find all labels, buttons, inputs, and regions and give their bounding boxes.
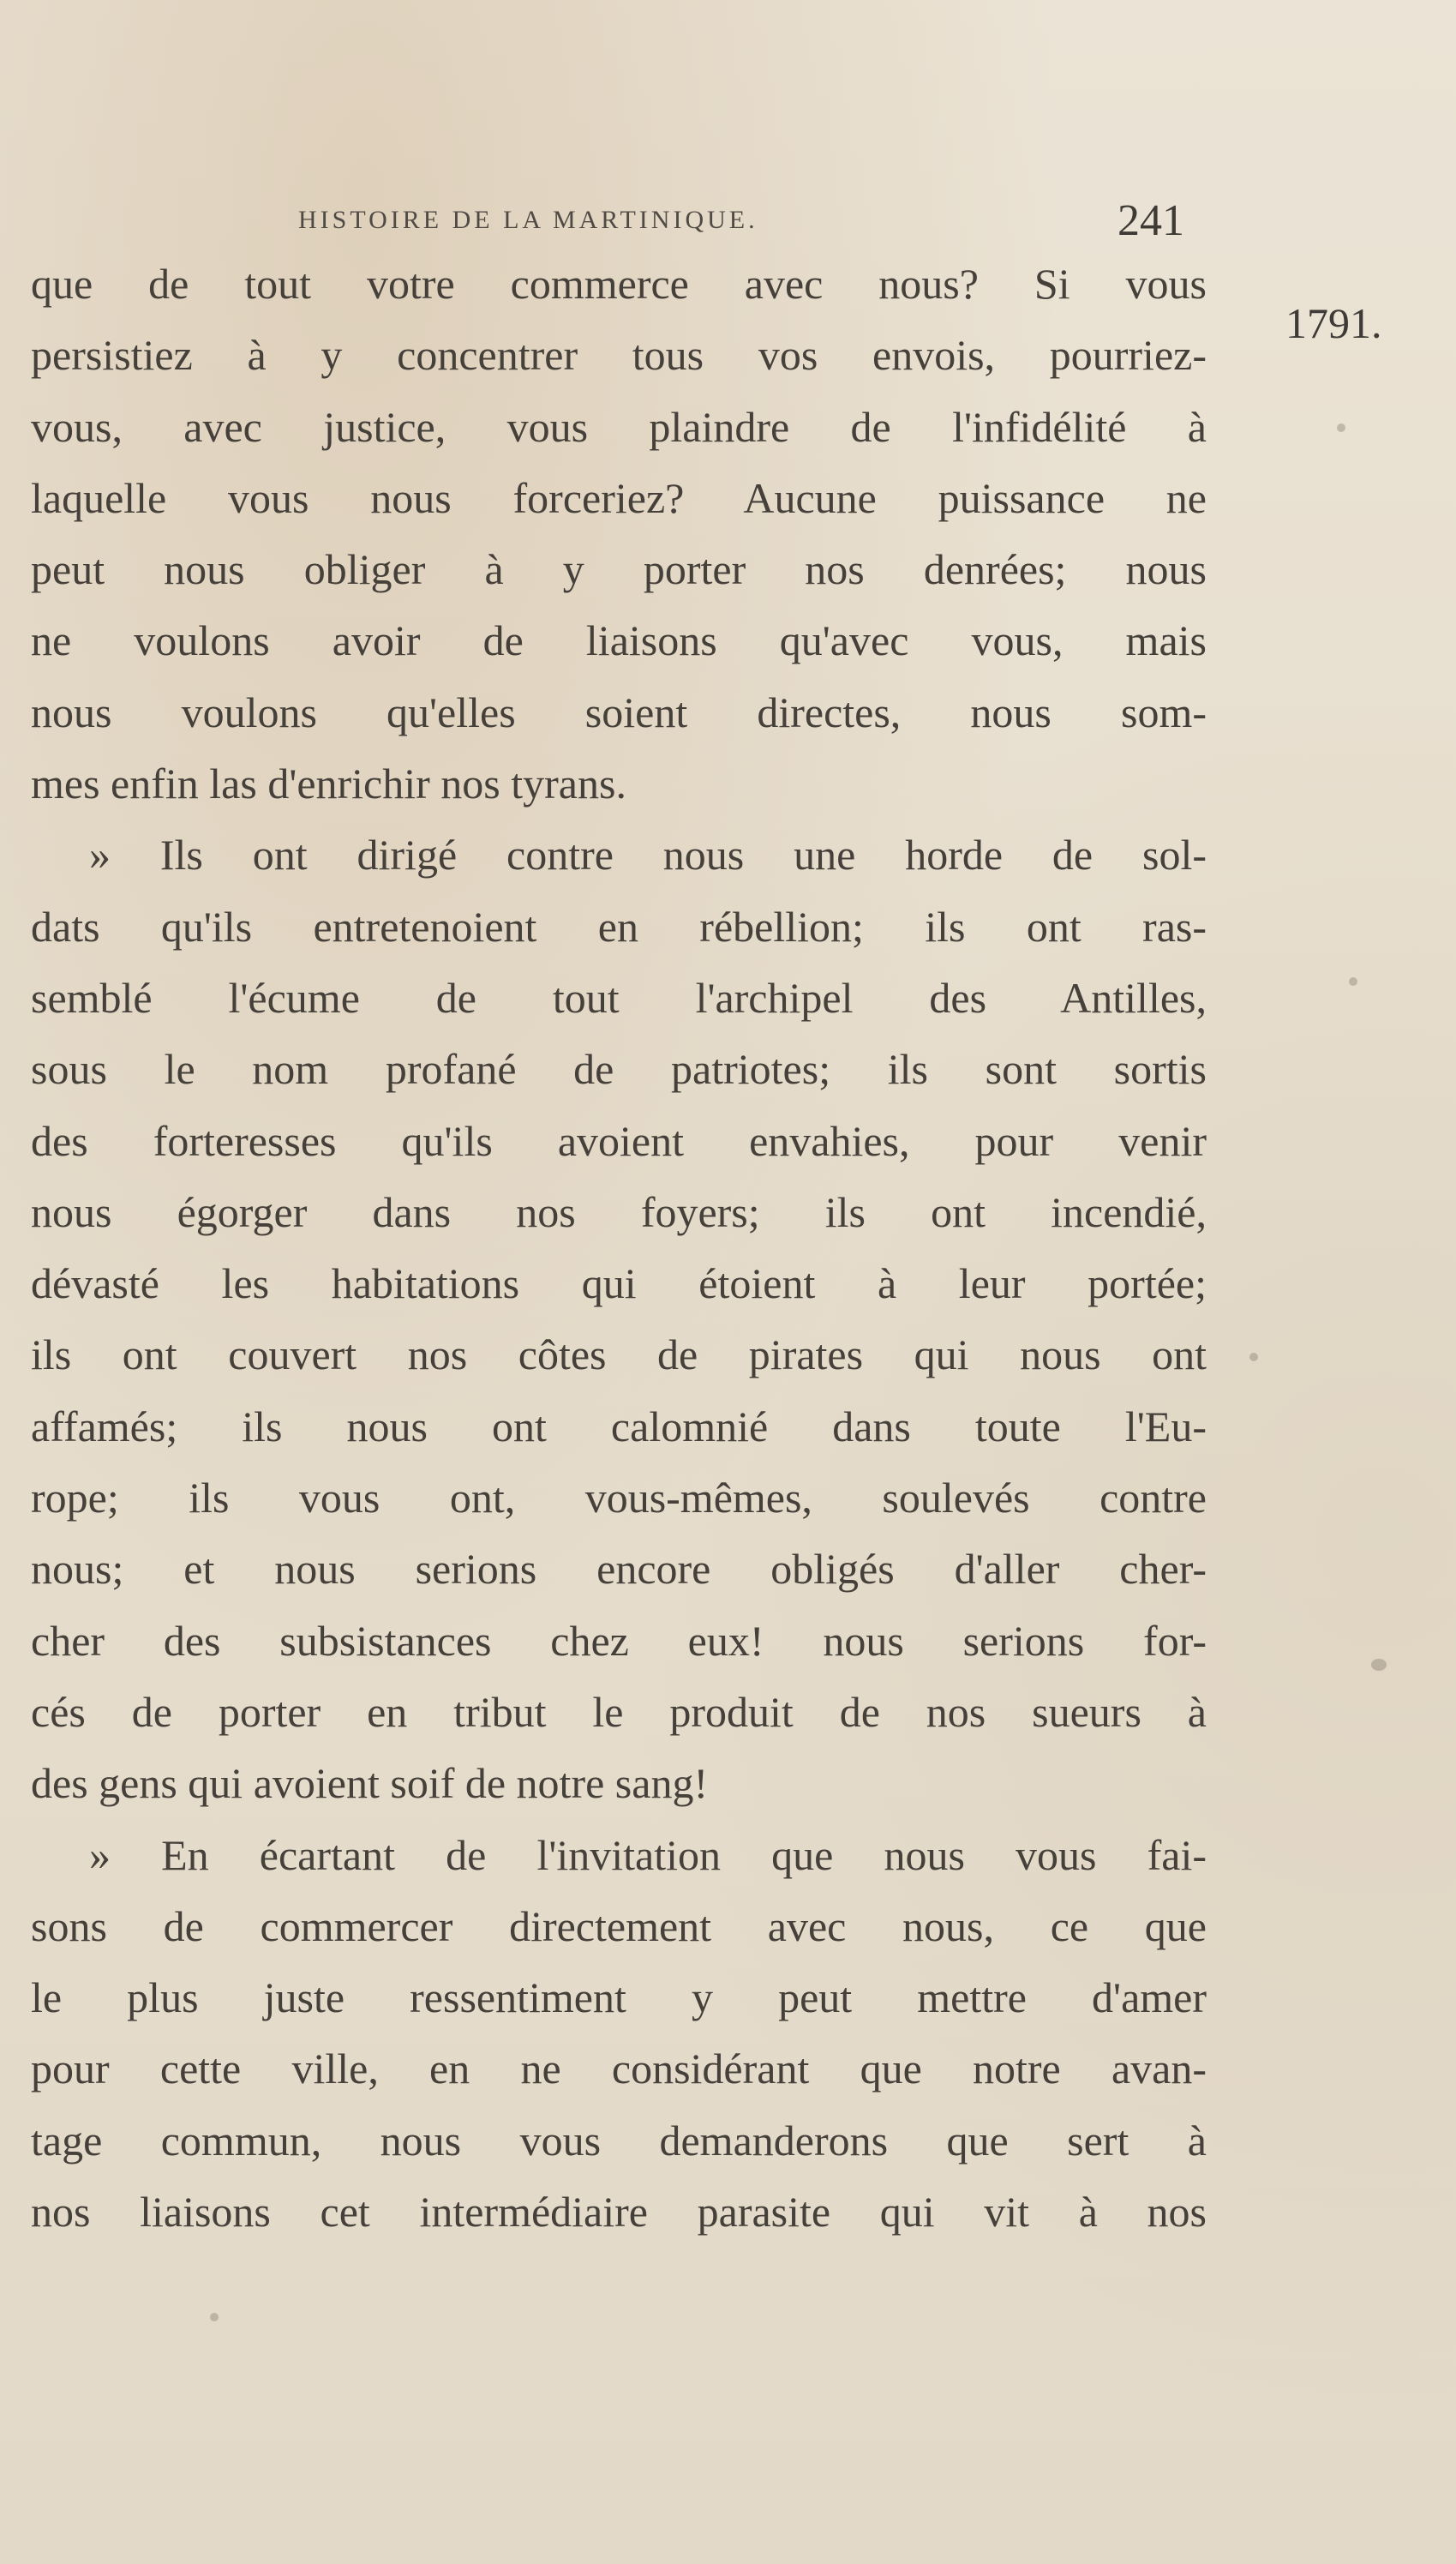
text-line: semblé l'écume de tout l'archipel des Antilles, (31, 973, 1207, 1022)
text-line: nous égorger dans nos foyers; ils ont incendié, (31, 1187, 1207, 1236)
text-line: le plus juste ressentiment y peut mettre d'amer (31, 1973, 1207, 2022)
text-line: pour cette ville, en ne considérant que notre avan- (31, 2045, 1207, 2093)
text-line: peut nous obliger à y porter nos denrées; nous (31, 545, 1207, 594)
paper-speck (1349, 977, 1357, 986)
text-line: » En écartant de l'invitation que nous vous fai- (89, 1830, 1207, 1879)
margin-year-note: 1791. (1285, 299, 1382, 347)
text-line: que de tout votre commerce avec nous? Si vous (31, 260, 1207, 308)
text-line: laquelle vous nous forceriez? Aucune puissance ne (31, 473, 1207, 522)
text-line: dats qu'ils entretenoient en rébellion; ils ont ras- (31, 902, 1207, 951)
page-header (0, 195, 1456, 247)
text-line: tage commun, nous vous demanderons que sert à (31, 2116, 1207, 2165)
text-line: nous; et nous serions encore obligés d'aller cher- (31, 1545, 1207, 1594)
text-line: ne voulons avoir de liaisons qu'avec vous, mais (31, 616, 1207, 665)
text-line: sous le nom profané de patriotes; ils sont sortis (31, 1045, 1207, 1094)
paper-speck (1337, 423, 1345, 432)
text-line: sons de commercer directement avec nous, ce que (31, 1901, 1207, 1950)
page-number: 241 (1117, 196, 1184, 245)
paper-speck (1371, 1659, 1387, 1671)
text-line: ils ont couvert nos côtes de pirates qui nous ont (31, 1330, 1207, 1379)
body-text (31, 249, 1207, 2248)
paper-speck (1249, 1353, 1258, 1361)
text-line: affamés; ils nous ont calomnié dans toute l'Eu- (31, 1402, 1207, 1450)
text-line: » Ils ont dirigé contre nous une horde de sol- (89, 831, 1207, 880)
text-line: cher des subsistances chez eux! nous serions for- (31, 1616, 1207, 1665)
running-head: HISTOIRE DE LA MARTINIQUE. (298, 206, 758, 234)
text-line: rope; ils vous ont, vous-mêmes, soulevés contre (31, 1474, 1207, 1522)
text-line: nos liaisons cet intermédiaire parasite qui vit à nos (31, 2188, 1207, 2237)
text-line: vous, avec justice, vous plaindre de l'infidélité à (31, 402, 1207, 451)
text-line: dévasté les habitations qui étoient à leur portée; (31, 1259, 1207, 1308)
text-line: persistiez à y concentrer tous vos envois, pourriez- (31, 331, 1207, 380)
text-line: des gens qui avoient soif de notre sang! (31, 1759, 709, 1808)
text-line: cés de porter en tribut le produit de nos sueurs à (31, 1687, 1207, 1736)
paper-speck (210, 2313, 219, 2321)
text-line: mes enfin las d'enrichir nos tyrans. (31, 760, 626, 808)
text-line: des forteresses qu'ils avoient envahies, pour venir (31, 1116, 1207, 1165)
text-line: nous voulons qu'elles soient directes, nous som- (31, 688, 1207, 736)
